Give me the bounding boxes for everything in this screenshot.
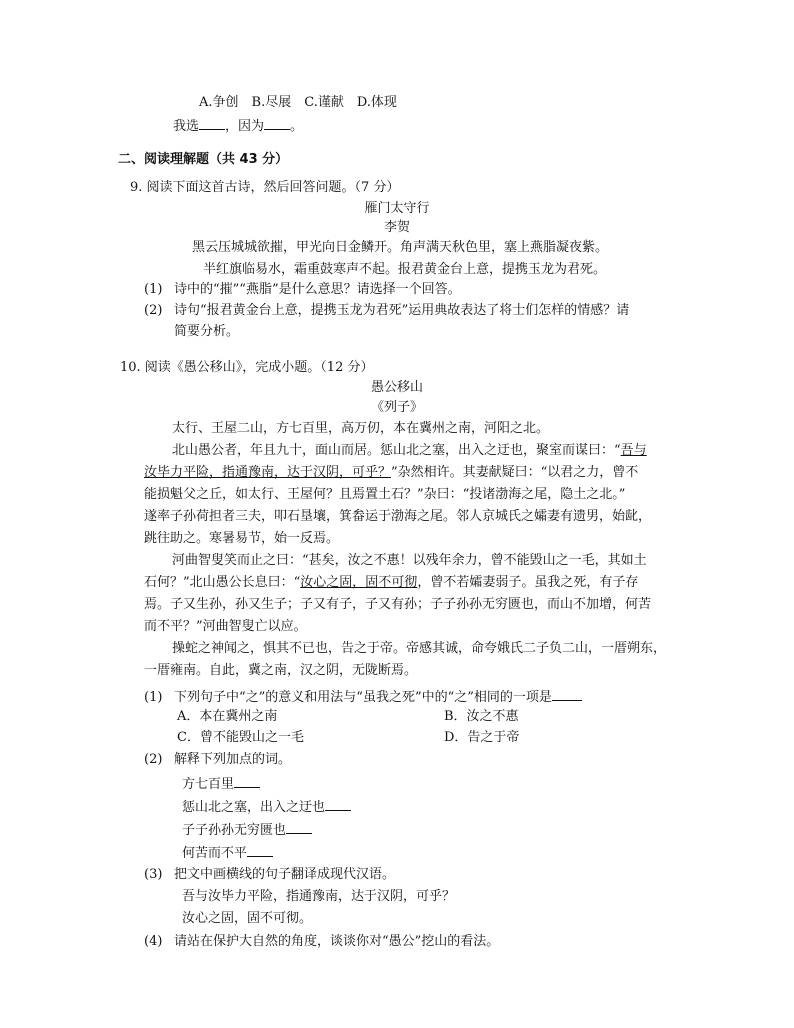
q10-sub2-item-3: [182, 821, 312, 839]
text-p2-line-3: 能损魁父之丘，如太行、王屋何？且焉置土石？”杂曰：“投诸渤海之尾，隐土之北。”: [144, 487, 626, 502]
q9-sub2: [144, 303, 629, 319]
text-p2-line-1-a: 北山愚公者，年且九十，面山而居。惩山北之塞，出入之迂也，聚室而谋曰：“: [172, 443, 621, 458]
q10-sub2-item-3-text: 子子孙孙无穷匮也: [182, 823, 287, 838]
text-p3-line-4: 而不平？”河曲智叟亡以应。: [144, 619, 307, 634]
q10-sub4-number: (4): [144, 934, 163, 949]
section-title: 二、阅读理解题（共 43 分）: [118, 152, 289, 167]
text-p2-line-2-b: ”杂然相许。其妻献疑曰：“以君之力，曾不: [391, 465, 639, 480]
q10-sub2-item-1-blank[interactable]: [234, 775, 260, 788]
text-title: 愚公移山: [370, 380, 423, 395]
q9-sub2-number: (2): [144, 303, 163, 318]
text-paragraph-1: 太行、王屋二山，方七百里，高万仞，本在冀州之南，河阳之北。: [172, 421, 550, 436]
q10-sub1-option-c: C．曾不能毁山之一毛: [177, 730, 304, 745]
q10-sub2-item-3-blank[interactable]: [286, 821, 312, 834]
q10-sub3: [144, 867, 395, 883]
q10-sub2-item-1: [182, 775, 260, 793]
q8-answer-line: [173, 117, 303, 135]
text-p2-line-2: [144, 465, 638, 481]
q10-sub1-option-d: D．告之于帝: [444, 730, 520, 745]
q10-sub1-text: 下列句子中“之”的意义和用法与“虽我之死”中的“之”相同的一项是: [174, 690, 552, 705]
text-p2-line-4: 遂率子孙荷担者三夫，叩石垦壤，箕畚运于渤海之尾。邻人京城氏之孀妻有遗男，始龀，: [144, 509, 652, 524]
q10-sub4-text: 请站在保护大自然的角度，谈谈你对“愚公”挖山的看法。: [174, 934, 500, 949]
q8-options: A.争创 B.尽展 C.谨献 D.体现: [199, 95, 397, 110]
q8-answer-middle: ，因为: [225, 119, 265, 134]
q10-sub2-item-4: [182, 844, 273, 862]
poem-author: 李贺: [383, 220, 410, 235]
q10-sub2-item-2-text: 惩山北之塞，出入之迂也: [182, 800, 326, 815]
text-p3-line-3: 焉。子又生孙，孙又生子；子又有子，子又有孙；子子孙孙无穷匮也，而山不加增，何苦: [144, 597, 652, 612]
q9-sub1-number: (1): [144, 282, 163, 297]
text-p4-line-1: 操蛇之神闻之，惧其不已也，告之于帝。帝感其诚，命夸娥氏二子负二山，一厝朔东，: [172, 641, 667, 656]
q8-answer-blank-1[interactable]: [199, 117, 225, 130]
text-p4-line-2: 一厝雍南。自此，冀之南，汉之阴，无陇断焉。: [144, 663, 418, 678]
q10-sub1-answer-blank[interactable]: [552, 688, 582, 701]
q10-sub3-sentence-1: 吾与汝毕力平险，指通豫南，达于汉阴，可乎？: [182, 889, 456, 904]
q9-sub1-text: 诗中的“摧”“燕脂”是什么意思？请选择一个回答。: [174, 282, 461, 297]
q9-sub2-text-2: 简要分析。: [174, 324, 240, 339]
text-p3-line-2-c: ，曾不若孀妻弱子。虽我之死，有子存: [417, 575, 639, 590]
q10-sub2-number: (2): [144, 752, 163, 767]
q10-sub1-number: (1): [144, 690, 163, 705]
q10-sub2-item-4-text: 何苦而不平: [182, 846, 248, 861]
q9-sub1: [144, 282, 461, 298]
underlined-sentence-1-end: 汝毕力平险，指通豫南，达于汉阴，可乎？: [144, 465, 392, 480]
text-p2-line-1: [172, 443, 647, 459]
poem-title: 雁门太守行: [364, 201, 430, 216]
q10-sub3-text: 把文中画横线的句子翻译成现代汉语。: [174, 867, 396, 882]
text-p3-line-2-a: 石何？”北山愚公长息曰：“: [144, 575, 301, 590]
poem-line-2: 半红旗临易水，霜重鼓寒声不起。报君黄金台上意，提携玉龙为君死。: [203, 262, 607, 277]
q10-sub2-item-1-text: 方七百里: [182, 777, 235, 792]
q10-sub1: [144, 688, 582, 706]
q10-sub3-number: (3): [144, 867, 163, 882]
q10-sub2-item-2: [182, 798, 351, 816]
q10-sub3-sentence-2: 汝心之固，固不可彻。: [182, 911, 313, 926]
underlined-sentence-2: 汝心之固，固不可彻: [300, 575, 418, 590]
underlined-sentence-1-start: 吾与: [620, 443, 647, 458]
q10-sub2-item-4-blank[interactable]: [247, 844, 273, 857]
q10-sub1-option-a: A．本在冀州之南: [177, 709, 278, 724]
text-p3-line-1: 河曲智叟笑而止之曰：“甚矣，汝之不惠！以残年余力，曾不能毁山之一毛，其如土: [172, 553, 647, 568]
text-p3-line-2: [144, 575, 638, 591]
q9-prompt: 9. 阅读下面这首古诗，然后回答问题。（7 分）: [130, 180, 400, 195]
q10-sub2-item-2-blank[interactable]: [325, 798, 351, 811]
q9-sub2-text-1: 诗句“报君黄金台上意，提携玉龙为君死”运用典故表达了将士们怎样的情感？请: [174, 303, 630, 318]
q8-answer-end: 。: [290, 119, 304, 134]
text-p2-line-5: 跳往助之。寒暑易节，始一反焉。: [144, 531, 340, 546]
poem-line-1: 黑云压城城欲摧，甲光向日金鳞开。角声满天秋色里，塞上燕脂凝夜紫。: [192, 240, 609, 255]
q10-sub4: [144, 934, 499, 950]
q10-prompt: 10. 阅读《愚公移山》，完成小题。（12 分）: [120, 360, 374, 375]
q8-answer-blank-2[interactable]: [264, 117, 290, 130]
q10-sub2-text: 解释下列加点的词。: [174, 752, 292, 767]
q8-answer-prefix: 我选: [173, 119, 200, 134]
text-source: 《列子》: [370, 400, 423, 415]
q10-sub2: [144, 752, 291, 768]
q10-sub1-option-b: B．汝之不惠: [444, 709, 519, 724]
